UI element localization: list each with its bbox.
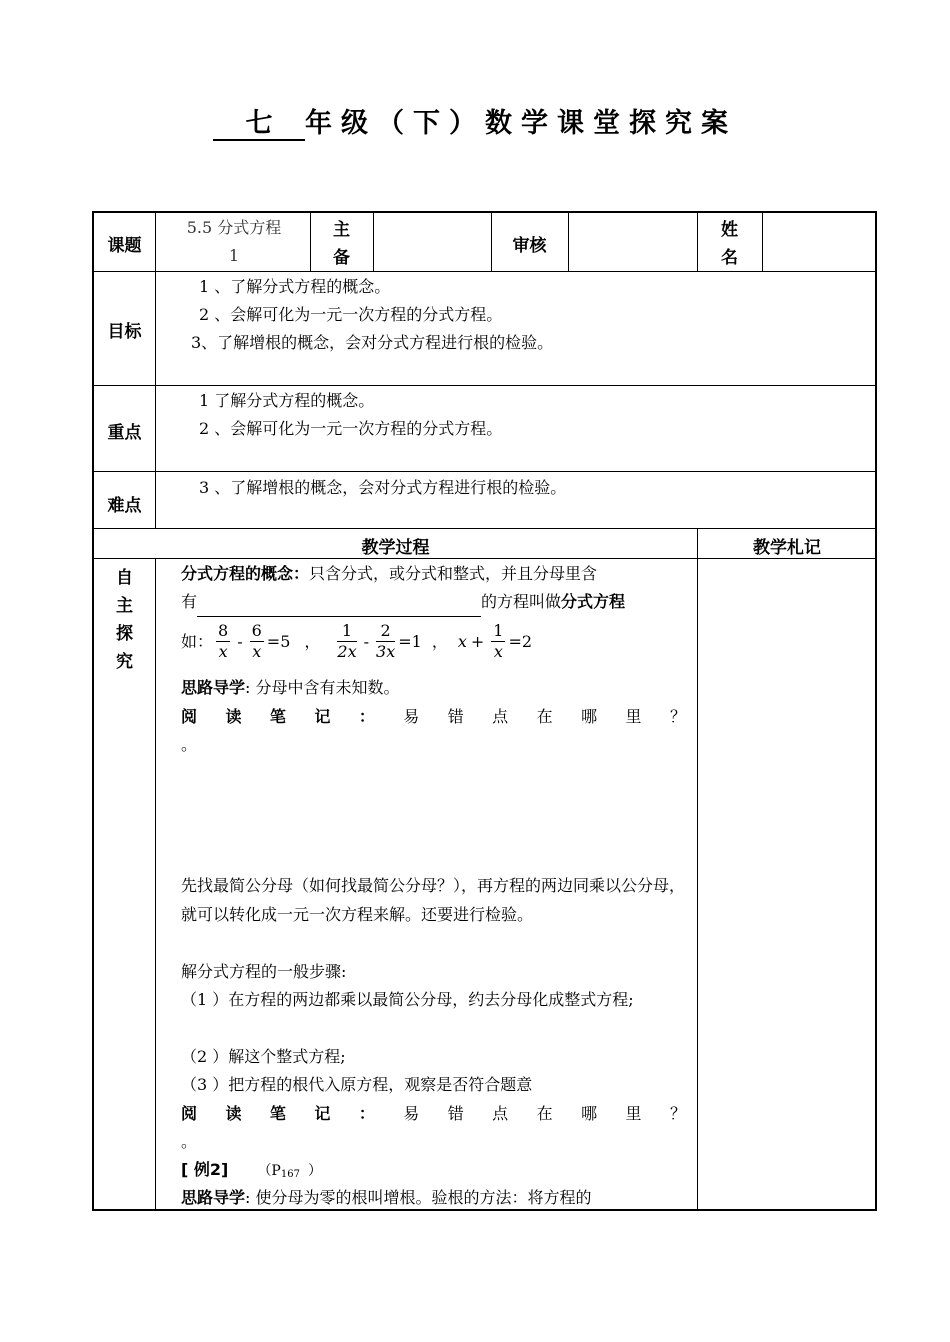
fraction (376, 621, 395, 662)
reading-notes-char: 在 (536, 707, 553, 726)
equation-rhs: =2 (508, 631, 533, 651)
hint-text: : 分母中含有未知数。 (245, 678, 400, 697)
reading-notes-char: ？ (669, 707, 686, 726)
hint-heading: 思路导学 (181, 1188, 246, 1207)
topic-value-line2: 1 (228, 246, 240, 265)
example-prefix: 如： (181, 631, 214, 651)
reading-notes-char: 读 (225, 707, 242, 726)
separator: ， (304, 631, 321, 651)
row-divider (94, 271, 875, 272)
ref-prefix: （P (257, 1163, 281, 1179)
reading-notes-char: 错 (447, 1104, 464, 1123)
concept-blank[interactable] (197, 598, 481, 617)
concept-line (181, 560, 691, 589)
reading-notes-char: 记 (314, 707, 331, 726)
reading-notes-char: 读 (225, 1104, 242, 1123)
side-label-char: 探 (116, 624, 133, 644)
example-formulas (181, 621, 532, 662)
reading-notes-char: 易 (403, 707, 420, 726)
side-label-char: 自 (116, 568, 133, 588)
reading-notes-char: 阅 (181, 707, 198, 726)
notes-column[interactable] (702, 563, 872, 1203)
col-divider (155, 558, 156, 1211)
reading-notes-char: ： (358, 707, 375, 726)
reading-notes-char: 错 (447, 707, 464, 726)
key-points-label: 重点 (107, 423, 142, 443)
denominator: x (218, 642, 228, 661)
side-label-char: 主 (116, 596, 133, 616)
row-divider (94, 558, 875, 559)
reading-notes-char: 哪 (581, 1104, 598, 1123)
fraction (216, 621, 230, 662)
concept-line2-suffix: 的方程叫做 (481, 592, 562, 611)
concept-line-2 (181, 588, 691, 617)
fraction (250, 621, 264, 662)
key-point-item: 2 、会解可化为一元一次方程的分式方程。 (199, 419, 503, 438)
reading-notes-char: 笔 (269, 1104, 286, 1123)
reading-notes-char: 里 (625, 1104, 642, 1123)
name-label-top: 姓 (721, 220, 738, 240)
ref-suffix: ） (307, 1163, 322, 1179)
concept-line2-prefix: 有 (181, 592, 198, 611)
col-divider (155, 213, 156, 528)
method-paragraph: 先找最简公分母（如何找最简公分母？），再方程的两边同乘以公分母，就可以转化成一元一次方程来解。还要进行检验。 (181, 876, 686, 924)
equation-rhs: =5 (266, 631, 291, 651)
goals-label: 目标 (107, 322, 142, 342)
step-item: （3 ）把方程的根代入原方程，观察是否符合题意 (181, 1075, 533, 1094)
goal-item: 1 、了解分式方程的概念。 (199, 277, 391, 296)
hint-line (181, 674, 691, 703)
row-divider (94, 385, 875, 386)
ref-page: 167 (280, 1169, 300, 1180)
reading-notes-char: 易 (403, 1104, 420, 1123)
numerator: 1 (337, 621, 356, 642)
difficulty-item: 3 、了解增根的概念，会对分式方程进行根的检验。 (199, 478, 567, 497)
lesson-table (92, 211, 877, 1211)
col-divider (568, 213, 569, 271)
row-divider (94, 528, 875, 529)
row-divider (94, 471, 875, 472)
reading-notes-char: ： (358, 1104, 375, 1123)
reading-notes-char: 里 (625, 707, 642, 726)
topic-value-line1: 5.5 分式方程 (186, 218, 282, 237)
equation-rhs: =1 (398, 631, 422, 651)
concept-text: 只含分式，或分式和整式，并且分母里含 (309, 564, 598, 583)
reading-notes-char: 点 (492, 707, 509, 726)
fraction (337, 621, 356, 662)
denominator: 3x (376, 642, 396, 661)
reading-notes-period: 。 (181, 735, 198, 754)
reading-notes-line (181, 703, 686, 732)
step-item: （1 ）在方程的两边都乘以最简公分母，约去分母化成整式方程; (181, 990, 634, 1009)
reading-notes-line (181, 1100, 686, 1129)
denominator: x (493, 642, 503, 661)
topic-label: 课题 (107, 236, 142, 256)
preparer-label-top: 主 (333, 220, 350, 240)
operator: - (363, 631, 370, 651)
numerator: 8 (218, 621, 229, 640)
reading-notes-char: 哪 (581, 707, 598, 726)
reading-notes-char: 记 (314, 1104, 331, 1123)
reading-notes-char: 笔 (269, 707, 286, 726)
hint-heading: 思路导学 (181, 678, 246, 697)
preparer-label-bottom: 备 (333, 248, 350, 268)
numerator: 2 (376, 621, 395, 642)
operator: + (470, 631, 485, 651)
separator: ， (431, 631, 448, 651)
steps-title: 解分式方程的一般步骤: (181, 962, 347, 981)
hint-line-2 (181, 1184, 691, 1211)
denominator: 2x (337, 642, 357, 661)
reading-notes-char: 在 (536, 1104, 553, 1123)
difficulties-label: 难点 (107, 496, 142, 516)
example-2-ref (233, 1163, 322, 1179)
concept-heading: 分式方程的概念： (181, 564, 310, 583)
page-title (0, 104, 950, 144)
goal-item: 3、了解增根的概念，会对分式方程进行根的检验。 (191, 333, 554, 352)
concept-term: 分式方程 (561, 592, 626, 611)
col-divider (762, 213, 763, 271)
reading-notes-char: 点 (492, 1104, 509, 1123)
col-divider (697, 528, 698, 1211)
review-label: 审核 (512, 236, 547, 256)
title-rest: 年级（下）数学课堂探究案 (305, 108, 737, 139)
process-header: 教学过程 (361, 538, 430, 558)
reading-notes-char: 阅 (181, 1104, 198, 1123)
operator: - (237, 631, 243, 651)
side-label-char: 究 (116, 652, 133, 672)
key-point-item: 1 了解分式方程的概念。 (199, 391, 375, 410)
notes-header: 教学札记 (753, 538, 821, 558)
numerator: 6 (251, 621, 262, 640)
hint-text: : 使分母为零的根叫增根。验根的方法：将方程的 (245, 1188, 592, 1207)
name-label-bottom: 名 (721, 248, 738, 268)
fraction (491, 621, 505, 662)
variable: x (457, 631, 467, 651)
grade-field: 七 (213, 109, 305, 141)
goal-item: 2 、会解可化为一元一次方程的分式方程。 (199, 305, 503, 324)
example-2-label: [ 例2] (181, 1160, 229, 1179)
col-divider (373, 213, 374, 271)
denominator: x (252, 642, 262, 661)
reading-notes-period: 。 (181, 1132, 198, 1151)
numerator: 1 (493, 621, 504, 640)
reading-notes-char: ？ (669, 1104, 686, 1123)
step-item: （2 ）解这个整式方程; (181, 1047, 346, 1066)
